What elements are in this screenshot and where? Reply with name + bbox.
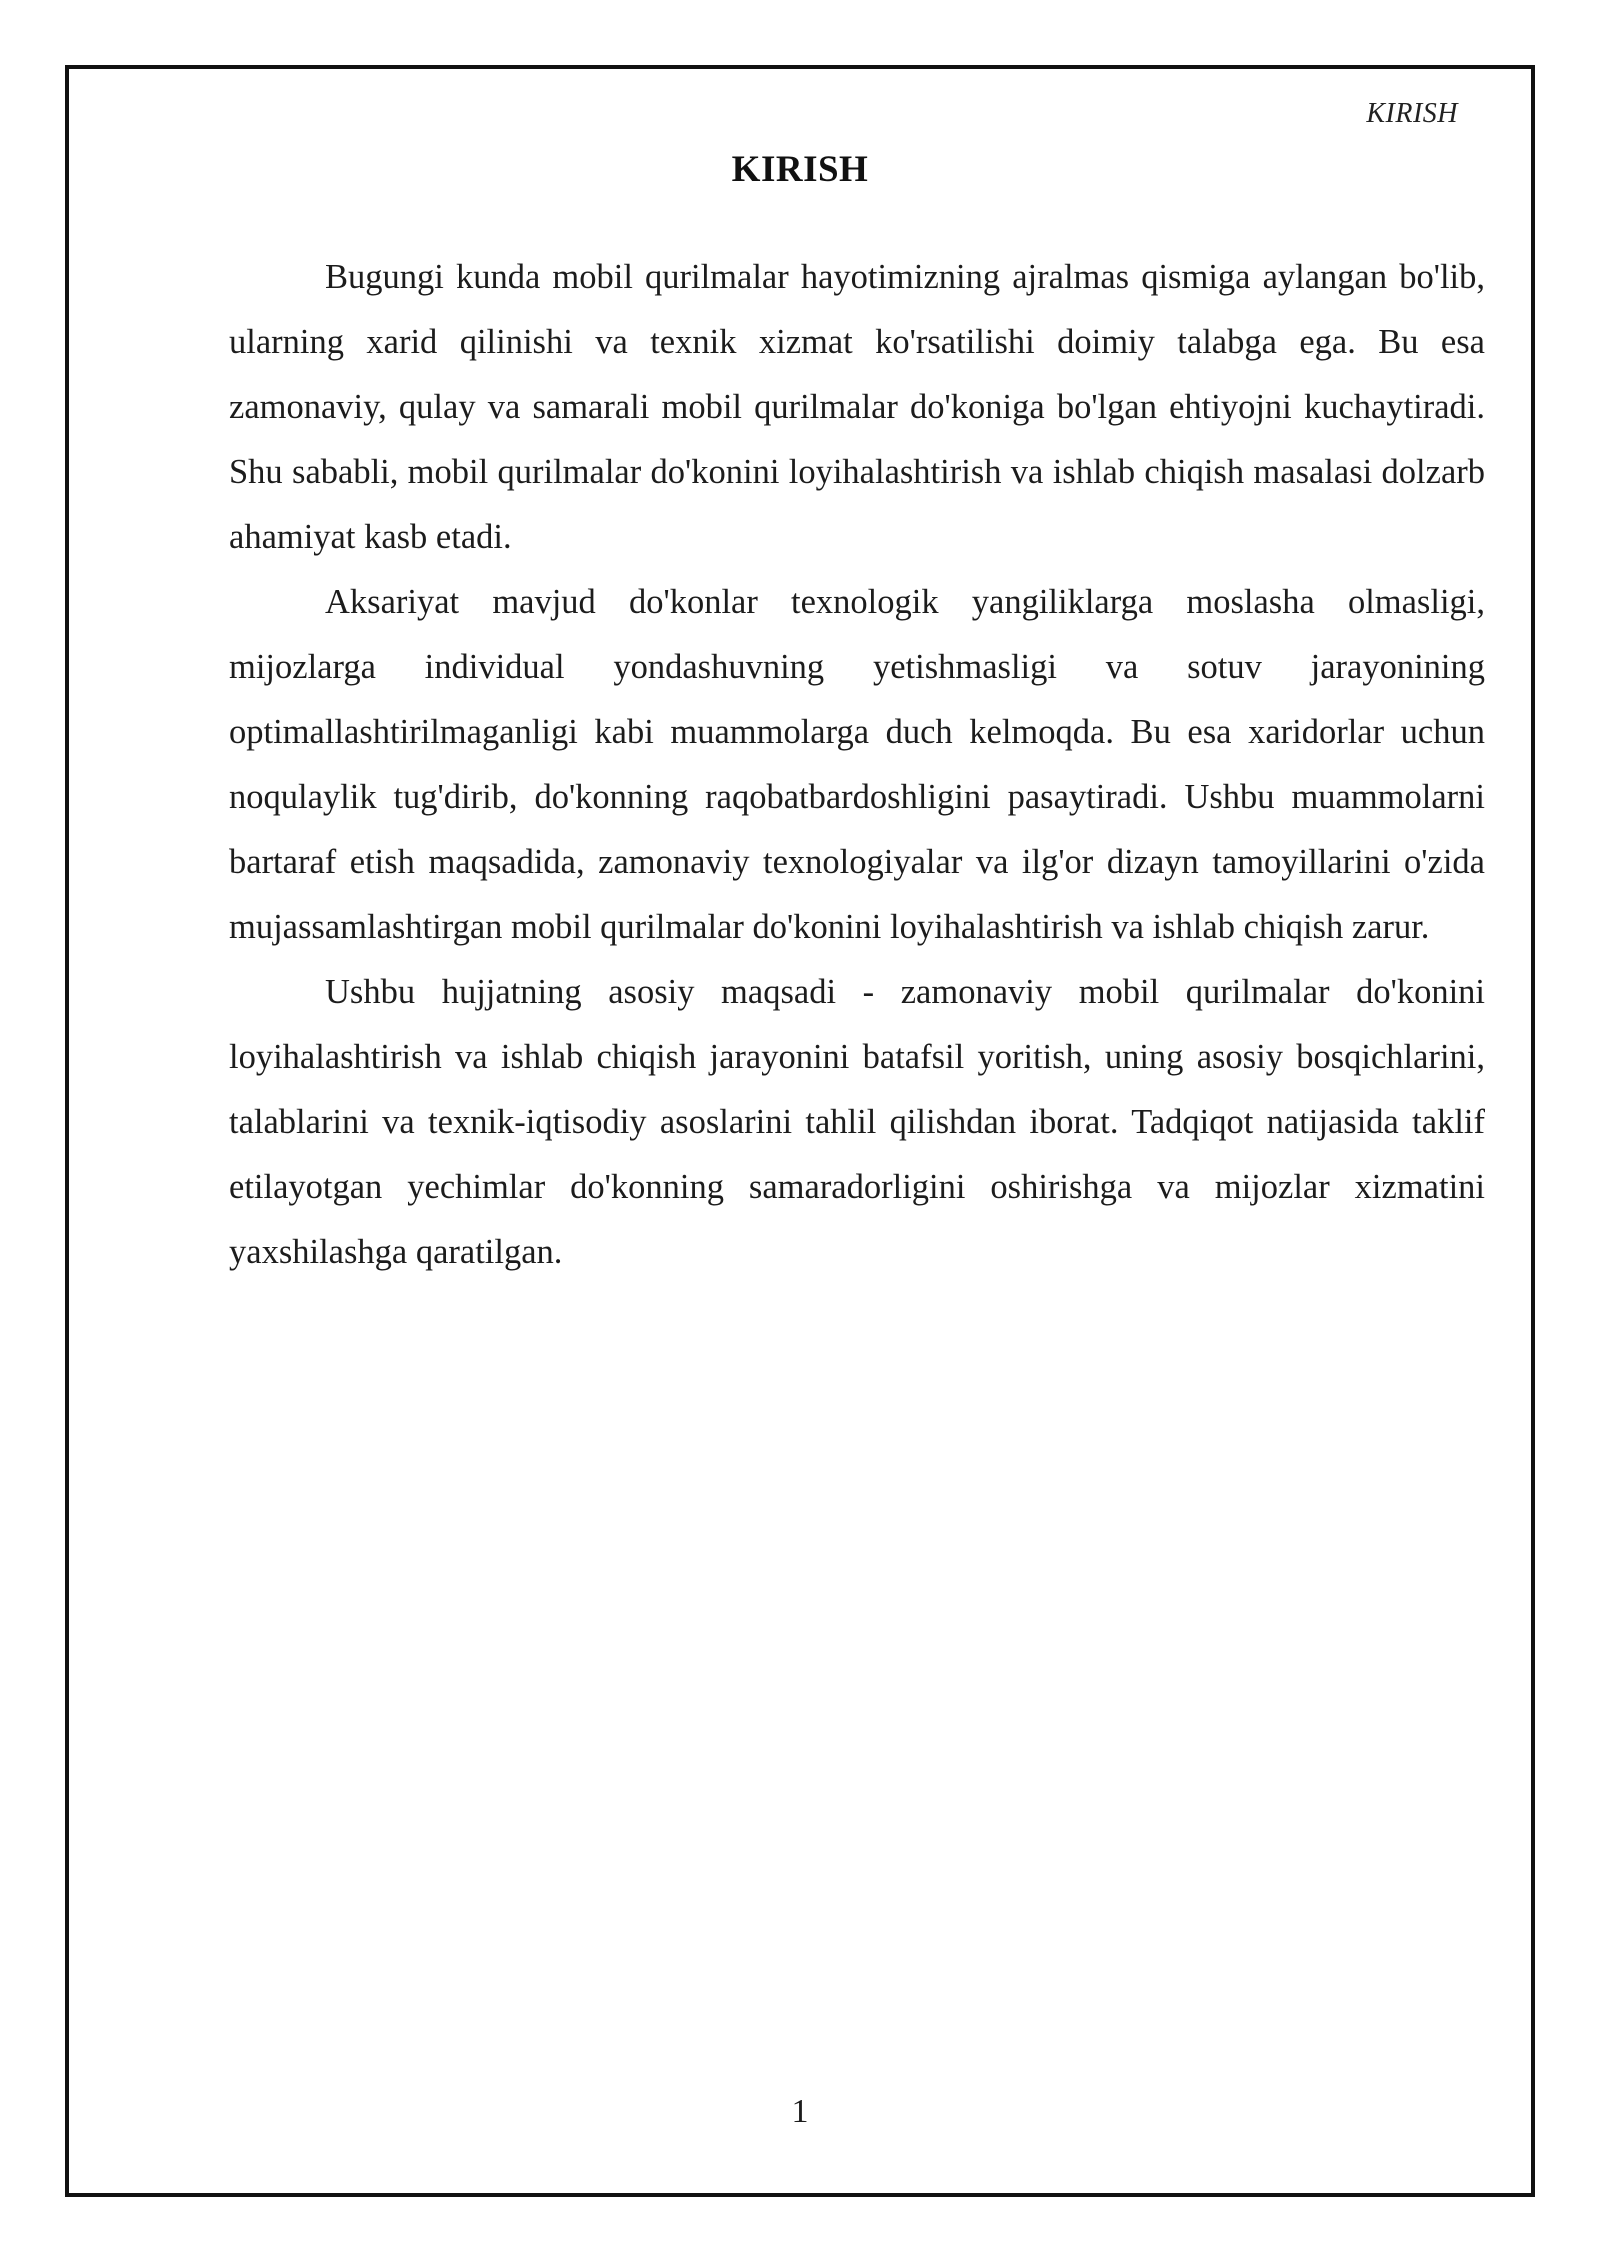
paragraph-2: Aksariyat mavjud do'konlar texnologik yangiliklarga moslasha olmasligi, mijozlarga individual yondashuvning yetishmasligi va sotuv jarayonining optimallashtirilmaganligi kabi muammolarga duch kelmoqda. Bu esa xaridorlar uchun noqulaylik tug'dirib, do'konning raqobatbardoshligini pasaytiradi. Ushbu muammolarni bartaraf etish maqsadida, zamonaviy texnologiyalar va ilg'or dizayn tamoyillarini o'zida mujassamlashtirgan mobil qurilmalar do'konini loyihalashtirish va ishlab chiqish zarur. bbox=[229, 583, 1485, 946]
paragraph-3: Ushbu hujjatning asosiy maqsadi - zamonaviy mobil qurilmalar do'konini loyihalashtirish va ishlab chiqish jarayonini batafsil yoritish, uning asosiy bosqichlarini, talablarini va texnik-iqtisodiy asoslarini tahlil qilishdan iborat. Tadqiqot natijasida taklif etilayotgan yechimlar do'konning samaradorligini oshirishga va mijozlar xizmatini yaxshilashga qaratilgan. bbox=[229, 973, 1485, 1271]
running-header: KIRISH bbox=[1366, 98, 1458, 129]
page-number: 1 bbox=[791, 2093, 809, 2130]
document-body bbox=[229, 245, 1485, 1285]
paragraph-1: Bugungi kunda mobil qurilmalar hayotimizning ajralmas qismiga aylangan bo'lib, ularning xarid qilinishi va texnik xizmat ko'rsatilishi doimiy talabga ega. Bu esa zamonaviy, qulay va samarali mobil qurilmalar do'koniga bo'lgan ehtiyojni kuchaytiradi. Shu sababli, mobil qurilmalar do'konini loyihalashtirish va ishlab chiqish masalasi dolzarb ahamiyat kasb etadi. bbox=[229, 258, 1485, 556]
page-title: KIRISH bbox=[731, 149, 869, 190]
